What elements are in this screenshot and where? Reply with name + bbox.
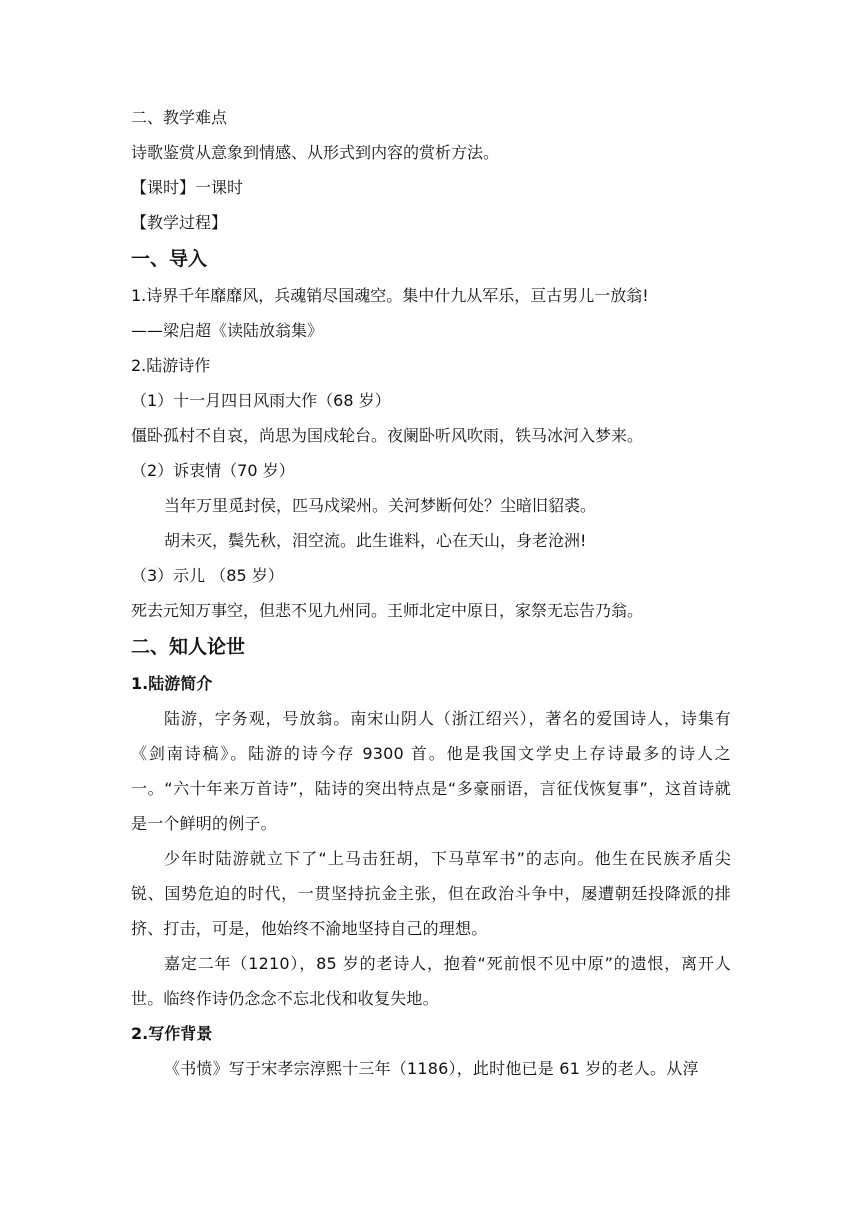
class-hours: 【课时】一课时 bbox=[131, 178, 244, 197]
teaching-process-label: 【教学过程】 bbox=[131, 213, 228, 232]
poem-3-title: （3）示儿 （85 岁） bbox=[131, 566, 284, 585]
biography-paragraph-3: 嘉定二年（1210），85 岁的老诗人，抱着“死前恨不见中原”的遗恨，离开人世。临终作诗仍念念不忘北伐和收复失地。 bbox=[131, 954, 731, 1008]
heading-background: 2.写作背景 bbox=[131, 1024, 213, 1043]
poem-3-text: 死去元知万事空，但悲不见九州同。王师北定中原日，家祭无忘告乃翁。 bbox=[131, 601, 644, 620]
background-paragraph: 《书愤》写于宋孝宗淳熙十三年（1186），此时他已是 61 岁的老人。从淳 bbox=[164, 1059, 699, 1078]
quote-source: ——梁启超《读陆放翁集》 bbox=[131, 321, 324, 340]
poem-1-title: （1）十一月四日风雨大作（68 岁） bbox=[131, 391, 391, 410]
biography-paragraph-1: 陆游，字务观，号放翁。南宋山阴人（浙江绍兴），著名的爱国诗人，诗集有《剑南诗稿》。陆游的诗今存 9300 首。他是我国文学史上存诗最多的诗人之一。“六十年来万首诗”，陆诗的突出特点是“多豪丽语，言征伐恢复事”，这首诗就是一个鲜明的例子。 bbox=[131, 709, 731, 833]
section-heading-difficulty: 二、教学难点 bbox=[131, 108, 228, 127]
poem-1-text: 僵卧孤村不自哀，尚思为国戍轮台。夜阑卧听风吹雨，铁马冰河入梦来。 bbox=[131, 426, 644, 445]
quote-liang-qichao: 1.诗界千年靡靡风，兵魂销尽国魂空。集中什九从军乐，亘古男儿一放翁! bbox=[131, 286, 649, 305]
biography-paragraph-2: 少年时陆游就立下了“上马击狂胡，下马草军书”的志向。他生在民族矛盾尖锐、国势危迫的时代，一贯坚持抗金主张，但在政治斗争中，屡遭朝廷投降派的排挤、打击，可是，他始终不渝地坚持自己的理想。 bbox=[131, 849, 731, 938]
heading-biography: 1.陆游简介 bbox=[131, 674, 213, 693]
poem-2-line-1: 当年万里觅封侯，匹马戍梁州。关河梦断何处？尘暗旧貂裘。 bbox=[164, 496, 597, 515]
lu-you-poems-label: 2.陆游诗作 bbox=[131, 356, 211, 375]
heading-know-the-poet: 二、知人论世 bbox=[131, 636, 246, 658]
document-content bbox=[131, 100, 731, 1086]
poem-2-title: （2）诉衷情（70 岁） bbox=[131, 461, 295, 480]
difficulty-text: 诗歌鉴赏从意象到情感、从形式到内容的赏析方法。 bbox=[131, 143, 500, 162]
poem-2-line-2: 胡未灭，鬓先秋，泪空流。此生谁料，心在天山，身老沧洲! bbox=[164, 531, 587, 550]
heading-introduction: 一、导入 bbox=[131, 248, 208, 270]
